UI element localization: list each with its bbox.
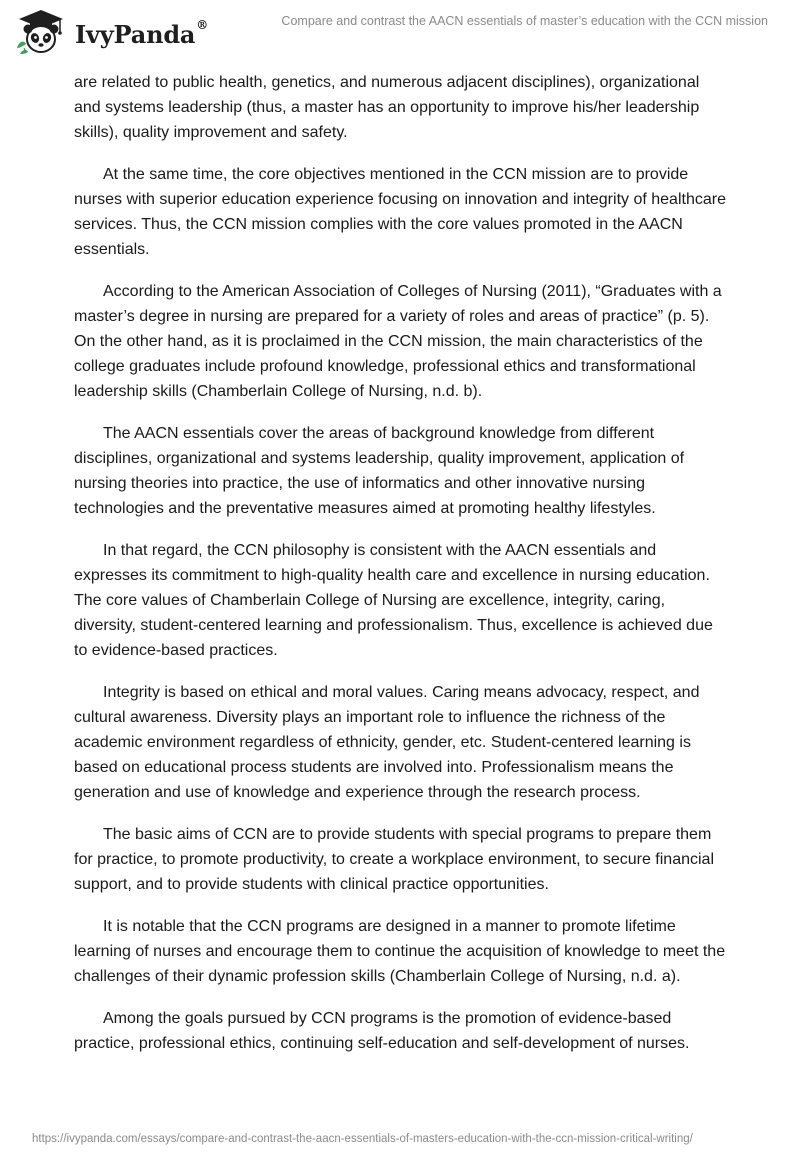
paragraph: In that regard, the CCN philosophy is consistent with the AACN essentials and expresses its commitment to high-quality health care and excellence in nursing education. The core values of Chamberlain College of Nursing are excellence, integrity, caring, diversity, student-centered learning and professionalism. Thus, excellence is achieved due to evidence-based practices. bbox=[74, 542, 713, 659]
paragraph: Among the goals pursued by CCN programs is the promotion of evidence-based practice, professional ethics, continuing self-education and self-development of nurses. bbox=[74, 1010, 690, 1052]
document-title: Compare and contrast the AACN essentials of master’s education with the CCN mission bbox=[281, 14, 768, 28]
panda-graduate-icon bbox=[13, 8, 69, 56]
paragraph: At the same time, the core objectives mentioned in the CCN mission are to provide nurses with superior education experience focusing on innovation and integrity of healthcare services. Thus, the CCN mission complies with the core values promoted in the AACN essentials. bbox=[74, 166, 726, 258]
brand-name bbox=[75, 17, 209, 49]
paragraph: It is notable that the CCN programs are designed in a manner to promote lifetime learning of nurses and encourage them to continue the acquisition of knowledge to meet the challenges of their dynamic profession skills (Chamberlain College of Nursing, n.d. a). bbox=[74, 918, 726, 985]
paragraph: The AACN essentials cover the areas of background knowledge from different disciplines, organizational and systems leadership, quality improvement, application of nursing theories into practice, the use of informatics and other innovative nursing technologies and the preventative measures aimed at promoting healthy lifestyles. bbox=[74, 425, 685, 517]
ivypanda-logo[interactable] bbox=[13, 8, 208, 56]
page-header bbox=[0, 0, 800, 70]
source-url[interactable]: https://ivypanda.com/essays/compare-and-contrast-the-aacn-essentials-of-masters-education-with-the-ccn-mission-critical-writing/ bbox=[32, 1133, 693, 1145]
paragraph: Integrity is based on ethical and moral values. Caring means advocacy, respect, and cultural awareness. Diversity plays an important role to influence the richness of the academic environment regardless of ethnicity, gender, etc. Student-centered learning is based on educational process students are involved into. Professionalism means the generation and use of knowledge and experience through the research process. bbox=[74, 684, 700, 801]
paragraph: The basic aims of CCN are to provide students with special programs to prepare them for practice, to promote productivity, to create a workplace environment, to secure financial support, and to provide students with clinical practice opportunities. bbox=[74, 826, 715, 893]
paragraph: According to the American Association of Colleges of Nursing (2011), “Graduates with a master’s degree in nursing are prepared for a variety of roles and areas of practice” (p. 5). On the other hand, as it is proclaimed in the CCN mission, the main characteristics of the college graduates include profound knowledge, professional ethics and transformational leadership skills (Chamberlain College of Nursing, n.d. b). bbox=[74, 283, 722, 400]
brand-text: IvyPanda bbox=[75, 19, 196, 49]
paragraph: are related to public health, genetics, and numerous adjacent disciplines), organizational and systems leadership (thus, a master has an opportunity to improve his/her leadership skills), quality improvement and safety. bbox=[74, 74, 700, 141]
registered-mark: ® bbox=[196, 17, 209, 32]
essay-body bbox=[74, 70, 728, 1073]
